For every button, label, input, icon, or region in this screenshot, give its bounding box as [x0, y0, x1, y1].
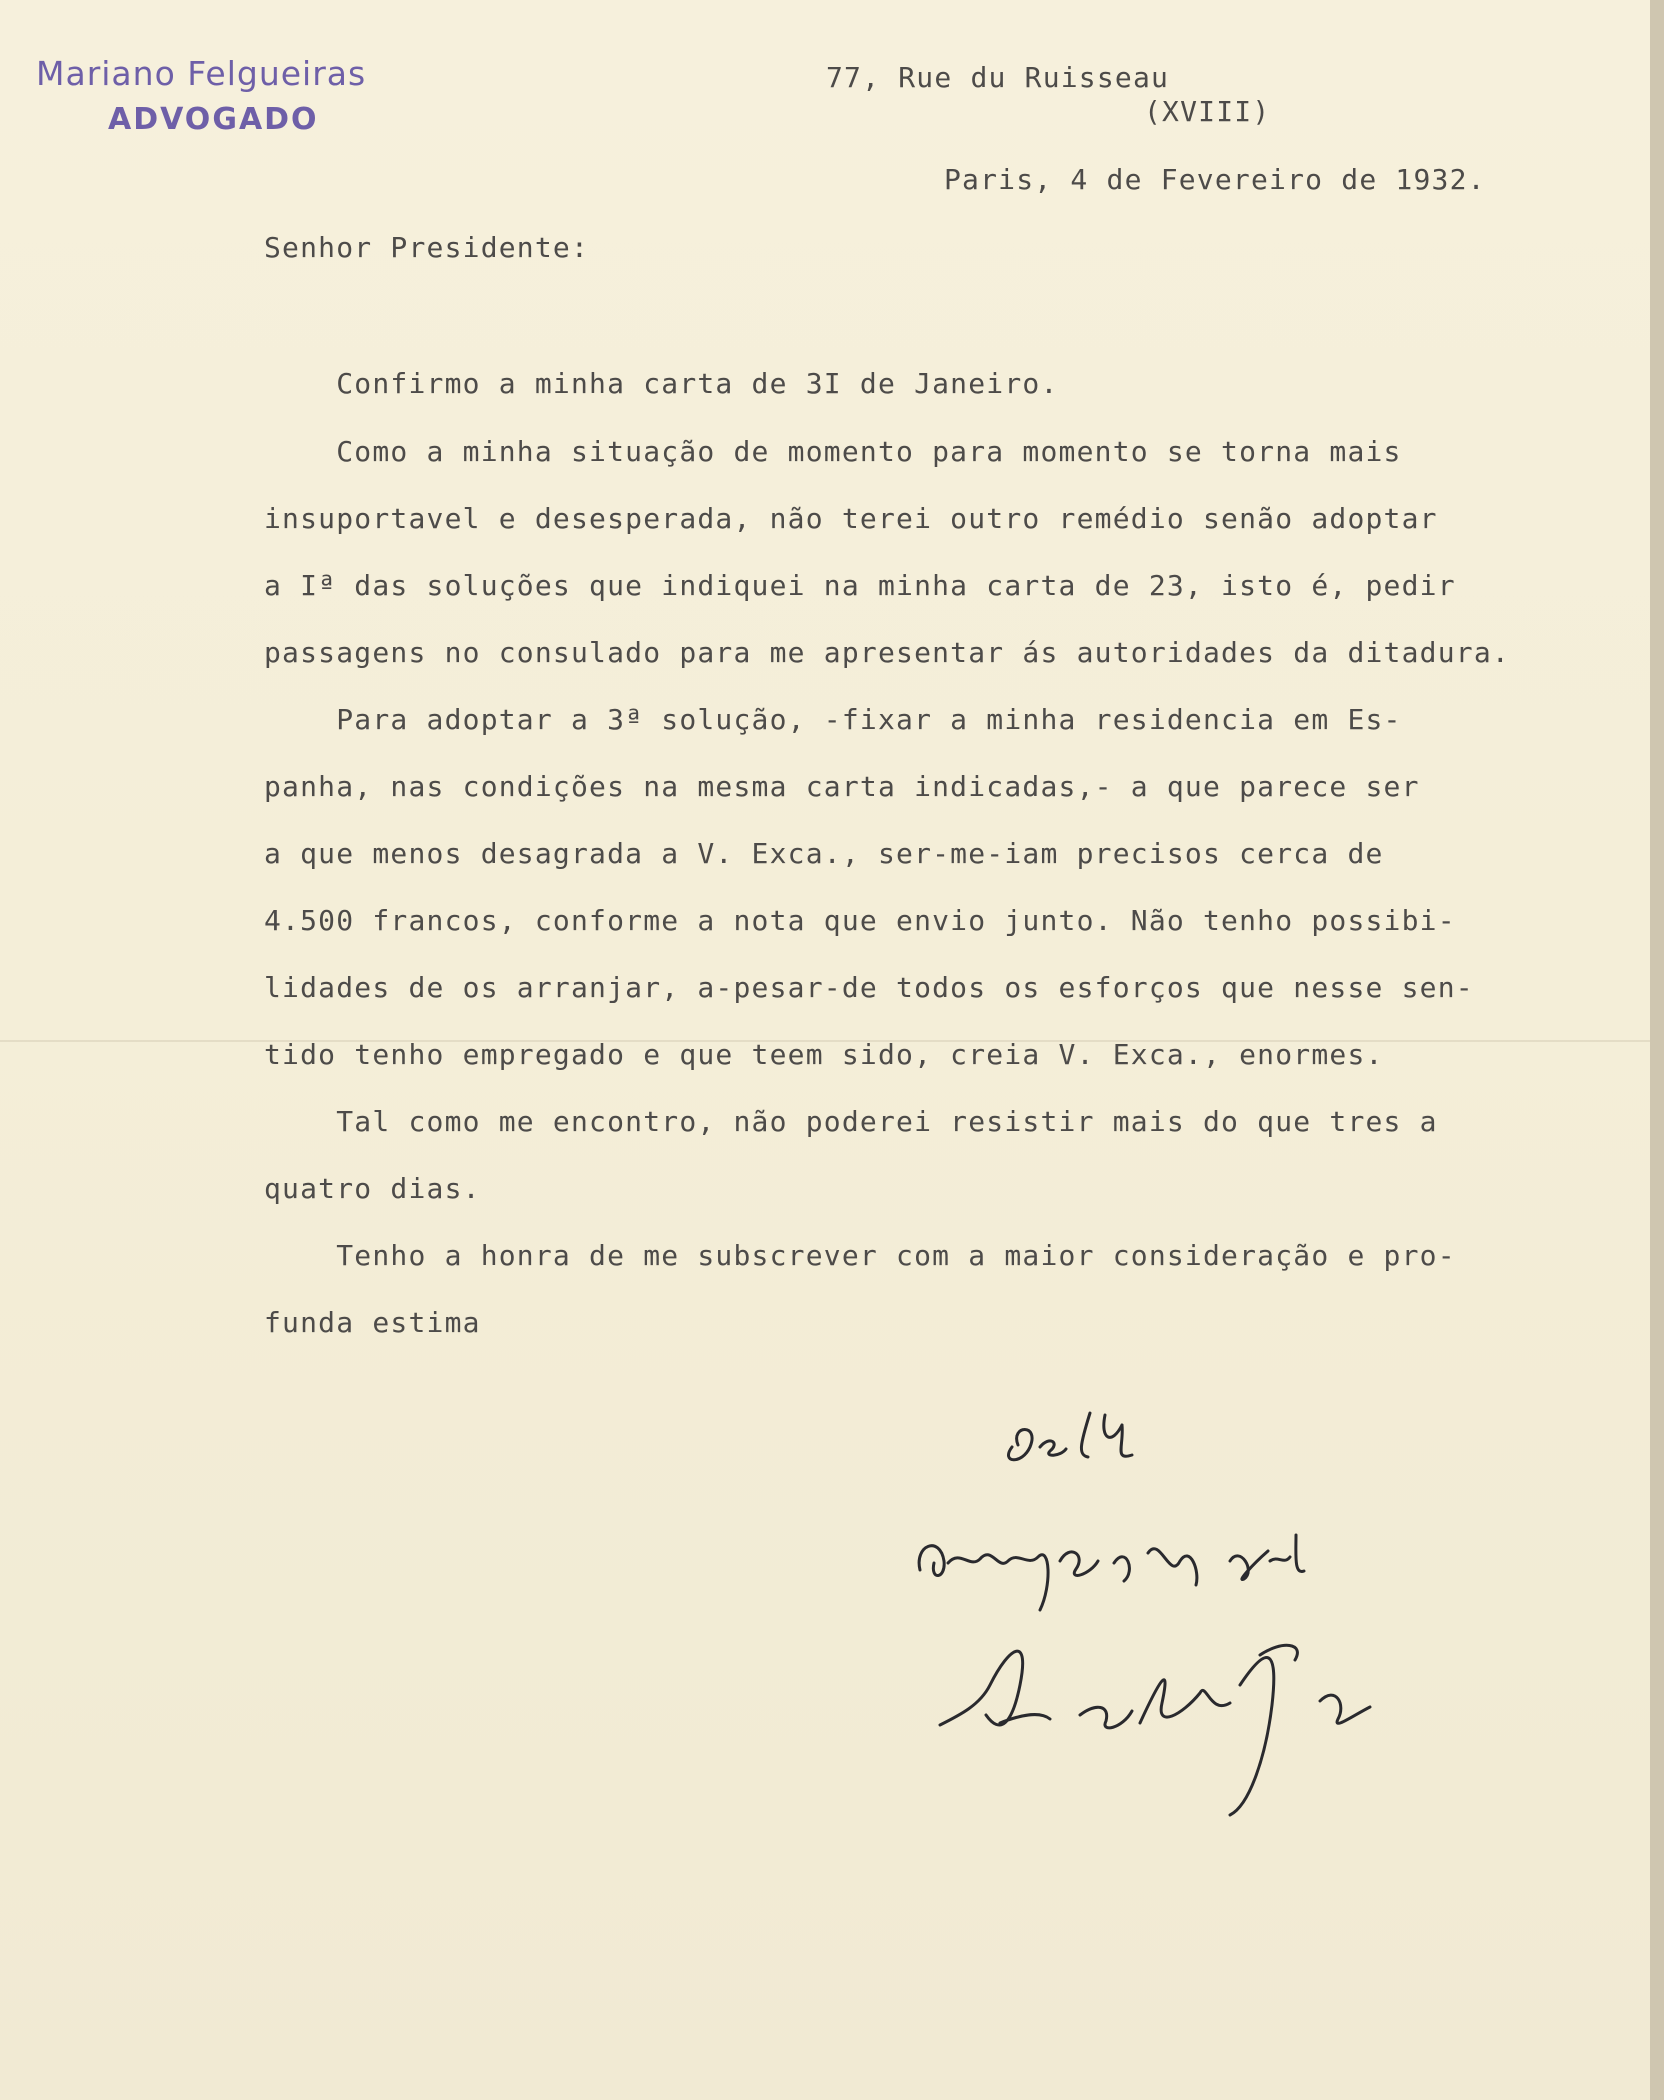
- body-line-9: 4.500 francos, conforme a nota que envio junto. Não tenho possibi-: [264, 904, 1456, 937]
- body-line-15: funda estima: [264, 1306, 481, 1339]
- body-line-10: lidades de os arranjar, a-pesar-de todos os esforços que nesse sen-: [264, 971, 1474, 1004]
- letterhead-name-stamp: Mariano Felgueiras: [36, 54, 367, 93]
- letter-date: Paris, 4 de Fevereiro de 1932.: [944, 163, 1486, 196]
- letterhead-title-stamp: ADVOGADO: [108, 102, 319, 137]
- body-line-3: insuportavel e desesperada, não terei outro remédio senão adoptar: [264, 502, 1438, 535]
- body-line-1: Confirmo a minha carta de 3I de Janeiro.: [264, 367, 1059, 400]
- body-line-8: a que menos desagrada a V. Exca., ser-me-iam precisos cerca de: [264, 837, 1384, 870]
- body-line-12: Tal como me encontro, não poderei resistir mais do que tres a: [264, 1105, 1438, 1138]
- body-line-14: Tenho a honra de me subscrever com a maior consideração e pro-: [264, 1239, 1456, 1272]
- body-line-7: panha, nas condições na mesma carta indicadas,- a que parece ser: [264, 770, 1420, 803]
- salutation: Senhor Presidente:: [264, 231, 590, 264]
- body-line-4: a Iª das soluções que indiquei na minha carta de 23, isto é, pedir: [264, 569, 1456, 602]
- address-line-1: 77, Rue du Ruisseau: [826, 61, 1170, 94]
- body-line-11: tido tenho empregado e que teem sido, creia V. Exca., enormes.: [264, 1038, 1384, 1071]
- address-line-2: (XVIII): [1144, 95, 1271, 128]
- body-line-2: Como a minha situação de momento para momento se torna mais: [264, 435, 1402, 468]
- handwritten-signature: [900, 1385, 1520, 1865]
- body-line-5: passagens no consulado para me apresentar ás autoridades da ditadura.: [264, 636, 1510, 669]
- body-line-13: quatro dias.: [264, 1172, 481, 1205]
- body-line-6: Para adoptar a 3ª solução, -fixar a minha residencia em Es-: [264, 703, 1402, 736]
